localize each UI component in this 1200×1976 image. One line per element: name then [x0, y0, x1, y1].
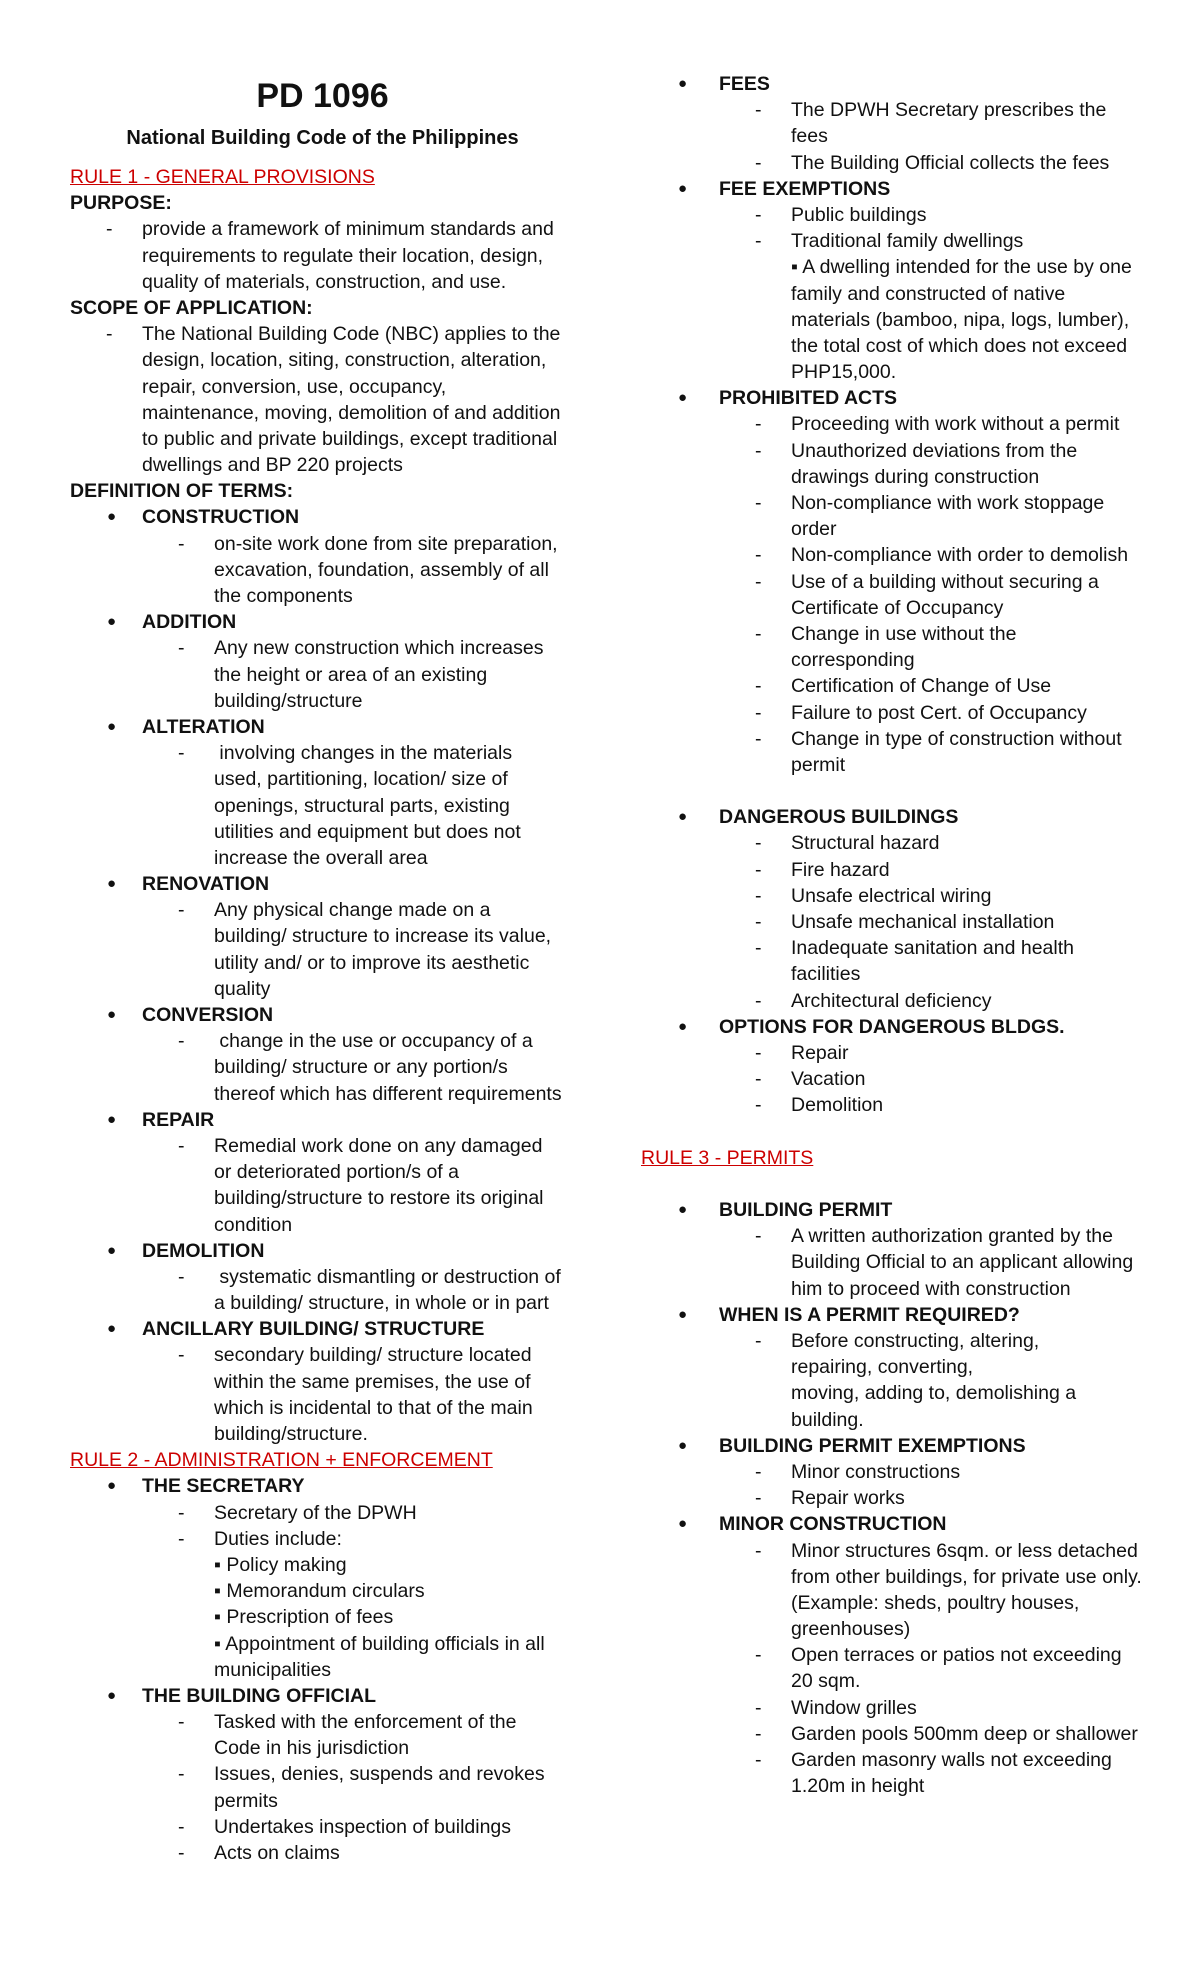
- list-item-continuation: him to proceed with construction: [791, 1277, 1071, 1300]
- list-item-continuation: fees: [791, 125, 828, 148]
- bullet-icon: ●: [678, 389, 688, 407]
- dash-marker: -: [755, 544, 762, 567]
- list-item: - involving changes in the materials: [70, 740, 575, 766]
- bullet-building-permit-exemptions: ● BUILDING PERMIT EXEMPTIONS: [641, 1433, 1161, 1459]
- list-item: - Traditional family dwellings: [641, 228, 1161, 254]
- list-item: - Any physical change made on a: [70, 897, 575, 923]
- bullet-when-is-a-permit-required: ● WHEN IS A PERMIT REQUIRED?: [641, 1302, 1161, 1328]
- section-heading: DEFINITION OF TERMS:: [70, 480, 294, 503]
- bullet-icon: ●: [107, 1477, 117, 1495]
- dash-marker: -: [755, 727, 762, 750]
- list-item: - systematic dismantling or destruction of: [70, 1264, 575, 1290]
- list-item-continuation: the total cost of which does not exceed: [791, 334, 1128, 357]
- list-item-continuation: Certificate of Occupancy: [791, 596, 1004, 619]
- bullet-icon: ●: [678, 75, 688, 92]
- list-item: - Garden pools 500mm deep or shallower: [641, 1721, 1161, 1747]
- list-item: - Before constructing, altering,: [641, 1328, 1161, 1354]
- dash-marker: -: [755, 1041, 762, 1064]
- list-item: - Undertakes inspection of buildings: [70, 1814, 575, 1840]
- bullet-alteration: ● ALTERATION: [70, 714, 575, 740]
- list-item: - A written authorization granted by the: [641, 1223, 1161, 1249]
- bullet-icon: ●: [107, 875, 117, 893]
- dash-marker: -: [755, 622, 762, 645]
- dash-marker: -: [755, 1487, 762, 1510]
- dash-marker: -: [178, 532, 185, 555]
- list-item-continuation: or deteriorated portion/s of a: [214, 1161, 459, 1184]
- dash-marker: -: [178, 1711, 185, 1734]
- list-item-continuation: from other buildings, for private use only.: [791, 1565, 1142, 1588]
- bullet-icon: ●: [107, 1241, 117, 1259]
- dash-marker: -: [755, 230, 762, 253]
- list-item-continuation: family and constructed of native: [791, 282, 1066, 305]
- dash-marker: -: [106, 323, 113, 346]
- bullet-fees: ● FEES: [641, 71, 1161, 97]
- bullet-icon: ●: [678, 179, 688, 197]
- list-item: - The National Building Code (NBC) applies to the: [70, 321, 575, 347]
- bullet-conversion: ● CONVERSION: [70, 1002, 575, 1028]
- dash-marker: -: [178, 1265, 185, 1288]
- bullet-icon: ●: [678, 1436, 688, 1454]
- dash-marker: -: [755, 203, 762, 226]
- list-item: - Repair: [641, 1040, 1161, 1066]
- list-item: - Open terraces or patios not exceeding: [641, 1642, 1161, 1668]
- list-item-continuation: condition: [214, 1213, 293, 1236]
- dash-marker: -: [178, 1344, 185, 1367]
- dash-marker: -: [178, 1134, 185, 1157]
- list-item-continuation: 1.20m in height: [791, 1775, 925, 1798]
- section-heading: PURPOSE:: [70, 192, 172, 215]
- list-item-continuation: building/structure to restore its original: [214, 1187, 544, 1210]
- list-item-continuation: moving, adding to, demolishing a: [791, 1382, 1077, 1405]
- bullet-options-for-dangerous-bldgs: ● OPTIONS FOR DANGEROUS BLDGS.: [641, 1014, 1161, 1040]
- list-item: - Change in type of construction without: [641, 726, 1161, 752]
- bullet-prohibited-acts: ● PROHIBITED ACTS: [641, 385, 1161, 411]
- document-subtitle: National Building Code of the Philippines: [126, 127, 519, 149]
- list-item-continuation: building.: [791, 1408, 864, 1431]
- dash-marker: -: [755, 413, 762, 436]
- bullet-addition: ● ADDITION: [70, 609, 575, 635]
- list-item: - Secretary of the DPWH: [70, 1500, 575, 1526]
- list-item: - The Building Official collects the fees: [641, 150, 1161, 176]
- dash-marker: -: [178, 899, 185, 922]
- bullet-repair: ● REPAIR: [70, 1107, 575, 1133]
- bullet-minor-construction: ● MINOR CONSTRUCTION: [641, 1511, 1161, 1537]
- bullet-icon: ●: [107, 1686, 117, 1704]
- dash-marker: -: [755, 1068, 762, 1091]
- list-item: - Unsafe mechanical installation: [641, 909, 1161, 935]
- list-item-continuation: utilities and equipment but does not: [214, 820, 521, 843]
- list-item: - Proceeding with work without a permit: [641, 411, 1161, 437]
- blank-line: [641, 778, 1161, 804]
- dash-marker: -: [755, 439, 762, 462]
- blank-line: [641, 1119, 1161, 1145]
- list-item-continuation: building/ structure to increase its value,: [214, 925, 552, 948]
- bullet-ancillary-building-structure: ● ANCILLARY BUILDING/ STRUCTURE: [70, 1316, 575, 1342]
- list-item: - Window grilles: [641, 1695, 1161, 1721]
- bullet-icon: ●: [107, 1006, 117, 1023]
- dash-marker: -: [755, 99, 762, 122]
- dash-marker: -: [755, 701, 762, 724]
- dash-marker: -: [755, 1539, 762, 1562]
- bullet-dangerous-buildings: ● DANGEROUS BUILDINGS: [641, 804, 1161, 830]
- list-item-continuation: building/structure: [214, 689, 363, 712]
- list-item-continuation: ▪ Appointment of building officials in all: [214, 1632, 545, 1655]
- dash-marker: -: [755, 1094, 762, 1117]
- bullet-building-permit: ● BUILDING PERMIT: [641, 1197, 1161, 1223]
- dash-marker: -: [755, 1696, 762, 1719]
- dash-marker: -: [755, 937, 762, 960]
- bullet-icon: ●: [107, 1110, 117, 1128]
- dash-marker: -: [755, 675, 762, 698]
- dash-marker: -: [178, 1815, 185, 1838]
- bullet-icon: ●: [107, 1320, 117, 1338]
- bullet-icon: ●: [107, 717, 117, 735]
- dash-marker: -: [755, 858, 762, 881]
- dash-marker: -: [178, 1030, 185, 1053]
- list-item-continuation: utility and/ or to improve its aesthetic: [214, 951, 530, 974]
- bullet-demolition: ● DEMOLITION: [70, 1238, 575, 1264]
- list-item: - provide a framework of minimum standards and: [70, 216, 575, 242]
- list-item-continuation: order: [791, 518, 837, 541]
- bullet-the-secretary: ● THE SECRETARY: [70, 1473, 575, 1499]
- list-item-continuation: corresponding: [791, 649, 915, 672]
- list-item-continuation: repair, conversion, use, occupancy,: [142, 375, 447, 398]
- dash-marker: -: [178, 637, 185, 660]
- bullet-icon: ●: [678, 1017, 688, 1035]
- blank-line: [641, 1171, 1161, 1197]
- list-item: - Non-compliance with order to demolish: [641, 542, 1161, 568]
- list-item-continuation: increase the overall area: [214, 846, 428, 869]
- list-item-continuation: quality of materials, construction, and use.: [142, 270, 507, 293]
- list-item-continuation: ▪ A dwelling intended for the use by one: [791, 256, 1132, 279]
- list-item-continuation: ▪ Prescription of fees: [214, 1606, 394, 1629]
- dash-marker: -: [755, 1749, 762, 1771]
- list-item-continuation: permits: [214, 1789, 278, 1812]
- bullet-icon: ●: [678, 1201, 688, 1219]
- list-item: - Any new construction which increases: [70, 635, 575, 661]
- list-item: - Garden masonry walls not exceeding: [641, 1747, 1161, 1773]
- bullet-icon: ●: [107, 613, 117, 631]
- section-heading: SCOPE OF APPLICATION:: [70, 296, 313, 319]
- dash-marker: -: [755, 1330, 762, 1352]
- rule-heading: RULE 1 - GENERAL PROVISIONS: [70, 166, 375, 188]
- list-item: - Repair works: [641, 1485, 1161, 1511]
- list-item: - Public buildings: [641, 202, 1161, 228]
- bullet-construction: ● CONSTRUCTION: [70, 504, 575, 530]
- list-item: - secondary building/ structure located: [70, 1342, 575, 1368]
- list-item-continuation: quality: [214, 977, 271, 1000]
- list-item-continuation: excavation, foundation, assembly of all: [214, 558, 549, 581]
- list-item-continuation: 20 sqm.: [791, 1670, 861, 1693]
- dash-marker: -: [178, 1527, 185, 1550]
- dash-marker: -: [755, 911, 762, 933]
- dash-marker: -: [178, 1763, 185, 1786]
- bullet-icon: ●: [678, 1305, 688, 1323]
- rule-heading: RULE 3 - PERMITS: [641, 1146, 814, 1169]
- list-item: - Fire hazard: [641, 857, 1161, 883]
- bullet-icon: ●: [678, 1515, 688, 1533]
- list-item-continuation: municipalities: [214, 1658, 332, 1681]
- right-column: [641, 0, 1161, 1799]
- dash-marker: -: [178, 742, 185, 765]
- dash-marker: -: [106, 218, 113, 241]
- rule-heading: RULE 2 - ADMINISTRATION + ENFORCEMENT: [70, 1449, 493, 1472]
- bullet-icon: ●: [107, 508, 117, 526]
- list-item-continuation: ▪ Memorandum circulars: [214, 1580, 425, 1603]
- list-item-continuation: design, location, siting, construction, alteration,: [142, 349, 547, 372]
- dash-marker: -: [755, 832, 762, 855]
- list-item-continuation: greenhouses): [791, 1618, 911, 1641]
- list-item-continuation: which is incidental to that of the main: [214, 1396, 533, 1419]
- list-item: - The DPWH Secretary prescribes the: [641, 97, 1161, 123]
- list-item: - Certification of Change of Use: [641, 673, 1161, 699]
- list-item-continuation: the height or area of an existing: [214, 663, 488, 686]
- dash-marker: -: [755, 1644, 762, 1667]
- list-item-continuation: to public and private buildings, except traditional: [142, 427, 558, 450]
- list-item: - Structural hazard: [641, 830, 1161, 856]
- list-item: - Inadequate sanitation and health: [641, 935, 1161, 961]
- list-item-continuation: (Example: sheds, poultry houses,: [791, 1591, 1080, 1614]
- list-item-continuation: facilities: [791, 963, 861, 986]
- list-item: - Duties include:: [70, 1526, 575, 1552]
- list-item-continuation: a building/ structure, in whole or in part: [214, 1292, 549, 1315]
- list-item-continuation: repairing, converting,: [791, 1356, 974, 1379]
- list-item-continuation: the components: [214, 585, 353, 607]
- dash-marker: -: [755, 151, 762, 174]
- list-item-continuation: within the same premises, the use of: [214, 1370, 531, 1393]
- list-item-continuation: openings, structural parts, existing: [214, 794, 510, 817]
- list-item: - Failure to post Cert. of Occupancy: [641, 700, 1161, 726]
- list-item: - Non-compliance with work stoppage: [641, 490, 1161, 516]
- list-item-continuation: maintenance, moving, demolition of and addition: [142, 401, 561, 424]
- document-title: PD 1096: [256, 77, 389, 115]
- dash-marker: -: [755, 1722, 762, 1745]
- list-item-continuation: dwellings and BP 220 projects: [142, 454, 403, 477]
- list-item: - Use of a building without securing a: [641, 569, 1161, 595]
- list-item: - Issues, denies, suspends and revokes: [70, 1761, 575, 1787]
- list-item-continuation: PHP15,000.: [791, 361, 897, 384]
- dash-marker: -: [755, 1460, 762, 1483]
- dash-marker: -: [755, 1225, 762, 1248]
- list-item-continuation: drawings during construction: [791, 465, 1040, 488]
- list-item: - Demolition: [641, 1092, 1161, 1118]
- list-item-continuation: Code in his jurisdiction: [214, 1737, 410, 1760]
- list-item-continuation: building/structure.: [214, 1423, 368, 1445]
- list-item: - Minor constructions: [641, 1459, 1161, 1485]
- list-item: - Tasked with the enforcement of the: [70, 1709, 575, 1735]
- list-item-continuation: requirements to regulate their location, design,: [142, 244, 544, 267]
- list-item: - Vacation: [641, 1066, 1161, 1092]
- dash-marker: -: [178, 1501, 185, 1524]
- list-item-continuation: ▪ Policy making: [214, 1553, 347, 1576]
- list-item-continuation: building/ structure or any portion/s: [214, 1056, 508, 1079]
- bullet-the-building-official: ● THE BUILDING OFFICIAL: [70, 1683, 575, 1709]
- list-item: - Architectural deficiency: [641, 988, 1161, 1014]
- left-column: [70, 0, 575, 1866]
- list-item: - on-site work done from site preparation,: [70, 531, 575, 557]
- list-item: - Unauthorized deviations from the: [641, 438, 1161, 464]
- bullet-icon: ●: [678, 808, 688, 826]
- list-item-continuation: permit: [791, 753, 846, 776]
- list-item-continuation: Building Official to an applicant allowing: [791, 1251, 1134, 1274]
- bullet-fee-exemptions: ● FEE EXEMPTIONS: [641, 176, 1161, 202]
- list-item: - Minor structures 6sqm. or less detached: [641, 1538, 1161, 1564]
- bullet-renovation: ● RENOVATION: [70, 871, 575, 897]
- list-item-continuation: materials (bamboo, nipa, logs, lumber),: [791, 308, 1130, 331]
- list-item: - Unsafe electrical wiring: [641, 883, 1161, 909]
- list-item-continuation: used, partitioning, location/ size of: [214, 768, 508, 791]
- list-item-continuation: thereof which has different requirements: [214, 1082, 562, 1105]
- list-item: - Remedial work done on any damaged: [70, 1133, 575, 1159]
- dash-marker: -: [755, 989, 762, 1012]
- dash-marker: -: [178, 1842, 185, 1864]
- dash-marker: -: [755, 570, 762, 593]
- list-item: - Change in use without the: [641, 621, 1161, 647]
- list-item: - Acts on claims: [70, 1840, 575, 1866]
- dash-marker: -: [755, 884, 762, 907]
- dash-marker: -: [755, 492, 762, 514]
- list-item: - change in the use or occupancy of a: [70, 1028, 575, 1054]
